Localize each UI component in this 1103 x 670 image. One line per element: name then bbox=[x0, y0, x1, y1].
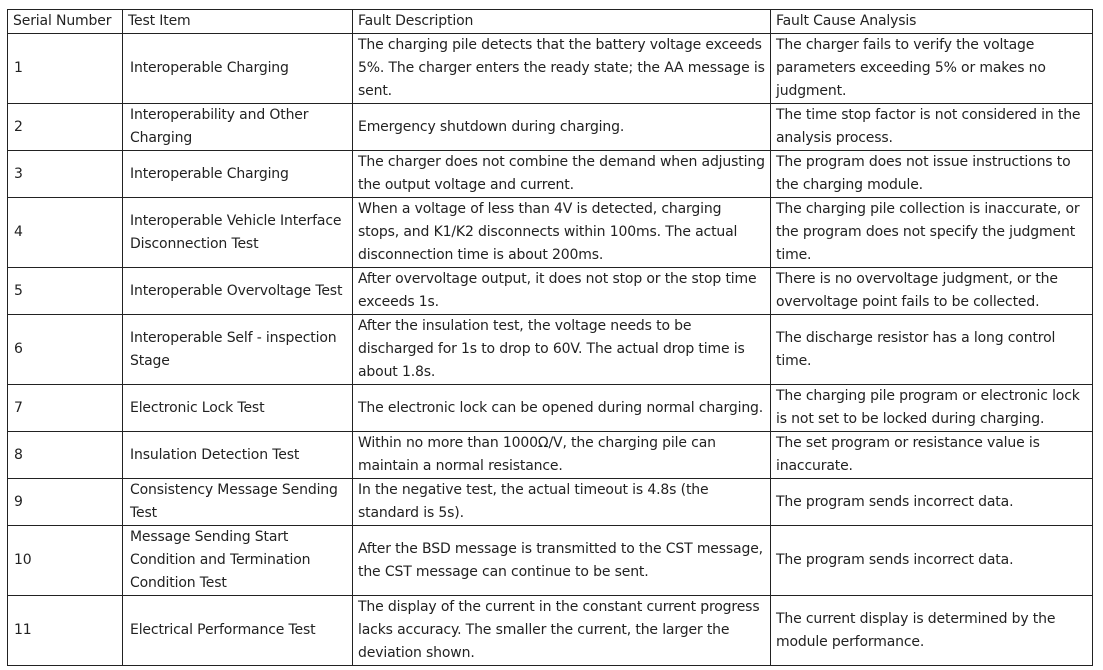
fault-cause-cell: The program sends incorrect data. bbox=[771, 526, 1093, 596]
test-item-cell: Insulation Detection Test bbox=[123, 432, 353, 479]
table-row bbox=[8, 198, 1093, 268]
table-row bbox=[8, 432, 1093, 479]
fault-cause-cell: The charging pile program or electronic lock is not set to be locked during charging. bbox=[771, 385, 1093, 432]
fault-cause-cell: The charger fails to verify the voltage parameters exceeding 5% or makes no judgment. bbox=[771, 34, 1093, 104]
fault-description-cell: The charging pile detects that the battery voltage exceeds 5%. The charger enters the ready state; the AA message is sent. bbox=[353, 34, 771, 104]
serial-cell: 7 bbox=[8, 385, 123, 432]
header-fault-description: Fault Description bbox=[353, 10, 771, 34]
test-item-cell: Interoperable Vehicle Interface Disconnection Test bbox=[123, 198, 353, 268]
test-item-cell: Interoperable Self - inspection Stage bbox=[123, 315, 353, 385]
fault-description-cell: The charger does not combine the demand when adjusting the output voltage and current. bbox=[353, 151, 771, 198]
fault-table-container bbox=[7, 9, 1093, 666]
fault-description-cell: When a voltage of less than 4V is detected, charging stops, and K1/K2 disconnects within 100ms. The actual disconnection time is about 200ms. bbox=[353, 198, 771, 268]
table-row bbox=[8, 596, 1093, 666]
fault-cause-cell: The discharge resistor has a long control time. bbox=[771, 315, 1093, 385]
test-item-cell: Electronic Lock Test bbox=[123, 385, 353, 432]
fault-description-cell: After the insulation test, the voltage needs to be discharged for 1s to drop to 60V. The actual drop time is about 1.8s. bbox=[353, 315, 771, 385]
fault-description-cell: Within no more than 1000Ω/V, the charging pile can maintain a normal resistance. bbox=[353, 432, 771, 479]
fault-cause-cell: The current display is determined by the module performance. bbox=[771, 596, 1093, 666]
test-item-cell: Message Sending Start Condition and Termination Condition Test bbox=[123, 526, 353, 596]
fault-cause-cell: There is no overvoltage judgment, or the overvoltage point fails to be collected. bbox=[771, 268, 1093, 315]
fault-description-cell: The electronic lock can be opened during normal charging. bbox=[353, 385, 771, 432]
fault-description-cell: In the negative test, the actual timeout is 4.8s (the standard is 5s). bbox=[353, 479, 771, 526]
serial-cell: 9 bbox=[8, 479, 123, 526]
table-header bbox=[8, 10, 1093, 34]
test-item-cell: Interoperable Overvoltage Test bbox=[123, 268, 353, 315]
serial-cell: 5 bbox=[8, 268, 123, 315]
serial-cell: 10 bbox=[8, 526, 123, 596]
table-row bbox=[8, 315, 1093, 385]
fault-cause-cell: The time stop factor is not considered in the analysis process. bbox=[771, 104, 1093, 151]
fault-description-cell: Emergency shutdown during charging. bbox=[353, 104, 771, 151]
header-row bbox=[8, 10, 1093, 34]
table-row bbox=[8, 479, 1093, 526]
test-item-cell: Interoperable Charging bbox=[123, 151, 353, 198]
serial-cell: 11 bbox=[8, 596, 123, 666]
test-item-cell: Interoperable Charging bbox=[123, 34, 353, 104]
test-item-cell: Electrical Performance Test bbox=[123, 596, 353, 666]
serial-cell: 4 bbox=[8, 198, 123, 268]
table-row bbox=[8, 385, 1093, 432]
header-serial-number: Serial Number bbox=[8, 10, 123, 34]
fault-analysis-table bbox=[7, 9, 1093, 666]
test-item-cell: Interoperability and Other Charging bbox=[123, 104, 353, 151]
table-row bbox=[8, 104, 1093, 151]
serial-cell: 8 bbox=[8, 432, 123, 479]
table-row bbox=[8, 268, 1093, 315]
serial-cell: 6 bbox=[8, 315, 123, 385]
serial-cell: 2 bbox=[8, 104, 123, 151]
serial-cell: 3 bbox=[8, 151, 123, 198]
test-item-cell: Consistency Message Sending Test bbox=[123, 479, 353, 526]
table-body bbox=[8, 34, 1093, 666]
table-row bbox=[8, 526, 1093, 596]
header-fault-cause-analysis: Fault Cause Analysis bbox=[771, 10, 1093, 34]
table-row bbox=[8, 34, 1093, 104]
fault-description-cell: After the BSD message is transmitted to the CST message, the CST message can continue to be sent. bbox=[353, 526, 771, 596]
fault-cause-cell: The program sends incorrect data. bbox=[771, 479, 1093, 526]
header-test-item: Test Item bbox=[123, 10, 353, 34]
fault-cause-cell: The set program or resistance value is inaccurate. bbox=[771, 432, 1093, 479]
fault-cause-cell: The charging pile collection is inaccurate, or the program does not specify the judgment time. bbox=[771, 198, 1093, 268]
fault-description-cell: The display of the current in the constant current progress lacks accuracy. The smaller the current, the larger the deviation shown. bbox=[353, 596, 771, 666]
fault-cause-cell: The program does not issue instructions to the charging module. bbox=[771, 151, 1093, 198]
serial-cell: 1 bbox=[8, 34, 123, 104]
table-row bbox=[8, 151, 1093, 198]
fault-description-cell: After overvoltage output, it does not stop or the stop time exceeds 1s. bbox=[353, 268, 771, 315]
